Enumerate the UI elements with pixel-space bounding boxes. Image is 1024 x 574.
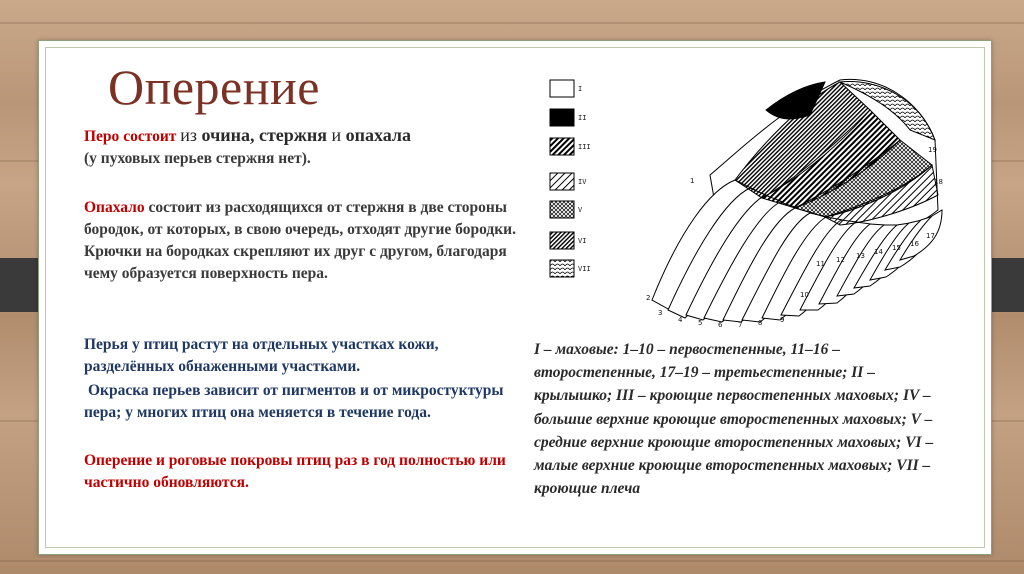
feather-number: 17 xyxy=(926,232,935,240)
feather-number: 4 xyxy=(678,316,683,324)
feather-number: 18 xyxy=(934,178,943,186)
wood-grain xyxy=(0,22,1024,24)
feather-number: 8 xyxy=(758,319,763,327)
legend-label: III xyxy=(578,143,591,151)
wood-grain xyxy=(0,560,1024,562)
legend-label: V xyxy=(578,206,583,214)
feather-number: 12 xyxy=(836,256,845,264)
feather-number: 19 xyxy=(928,146,937,154)
feather-number: 6 xyxy=(718,321,723,329)
paragraph-feather-tracts: Перья у птиц растут на отдельных участках кожи, разделённых обнаженными участками. xyxy=(84,336,439,375)
legend-label: VI xyxy=(578,237,587,245)
feather-number: 1 xyxy=(690,177,695,185)
feather-number: 3 xyxy=(658,309,663,317)
legend-swatch-II xyxy=(550,109,574,126)
paragraph-feather-structure: Перо состоит из очина, стержня и опахала (у пуховых перьев стержня нет). xyxy=(84,125,411,167)
wing-diagram-svg xyxy=(540,70,956,332)
paragraph-vane: Опахало состоит из расходящихся от стержня в две стороны бородок, от которых, в свою очередь, отходят другие бородки. Крючки на бородках скрепляют их друг с другом, благодаря чему образуется поверхность пера. xyxy=(84,199,516,282)
wing-diagram xyxy=(540,70,956,332)
paragraph-molting: Оперение и роговые покровы птиц раз в год полностью или частично обновляются. xyxy=(84,452,506,491)
feather-number: 10 xyxy=(800,291,809,299)
slide-title: Оперение xyxy=(108,59,320,115)
legend-swatch-I xyxy=(550,80,574,97)
feather-number: 14 xyxy=(874,248,883,256)
feather-number: 2 xyxy=(646,294,651,302)
feather-number: 7 xyxy=(738,321,743,329)
figure-caption: I – маховые: 1–10 – первостепенные, 11–16 – второстепенные, 17–19 – третьестепенные; II – крылышко; III – кроющие первостепенных маховых; IV – большие верхние кроющие второстепенных маховых; V – средние верхние кроющие второстепенных маховых; VI – малые верхние кроющие второстепенных маховых; VII – кроющие плеча xyxy=(534,341,934,498)
legend-label: II xyxy=(578,114,587,122)
feather-number: 5 xyxy=(698,319,703,327)
legend-label: IV xyxy=(578,178,587,186)
legend-swatch-IV xyxy=(550,173,574,190)
legend-label: VII xyxy=(578,265,591,273)
feather-number: 13 xyxy=(856,252,865,260)
feather-number: 16 xyxy=(910,240,919,248)
feather-number: 15 xyxy=(892,244,901,252)
left-accent-band xyxy=(0,258,42,312)
legend-label: I xyxy=(578,85,583,93)
feather-number: 11 xyxy=(816,260,825,268)
legend-swatch-VII xyxy=(550,260,574,277)
legend xyxy=(550,80,591,277)
paragraph-coloration: Окраска перьев зависит от пигментов и от микростуктуры пера; у многих птиц она меняется в течение года. xyxy=(84,382,504,421)
legend-swatch-III xyxy=(550,138,574,155)
legend-swatch-VI xyxy=(550,232,574,249)
wing-drawing xyxy=(652,79,942,322)
feather-number: 9 xyxy=(780,316,785,324)
legend-swatch-V xyxy=(550,201,574,218)
